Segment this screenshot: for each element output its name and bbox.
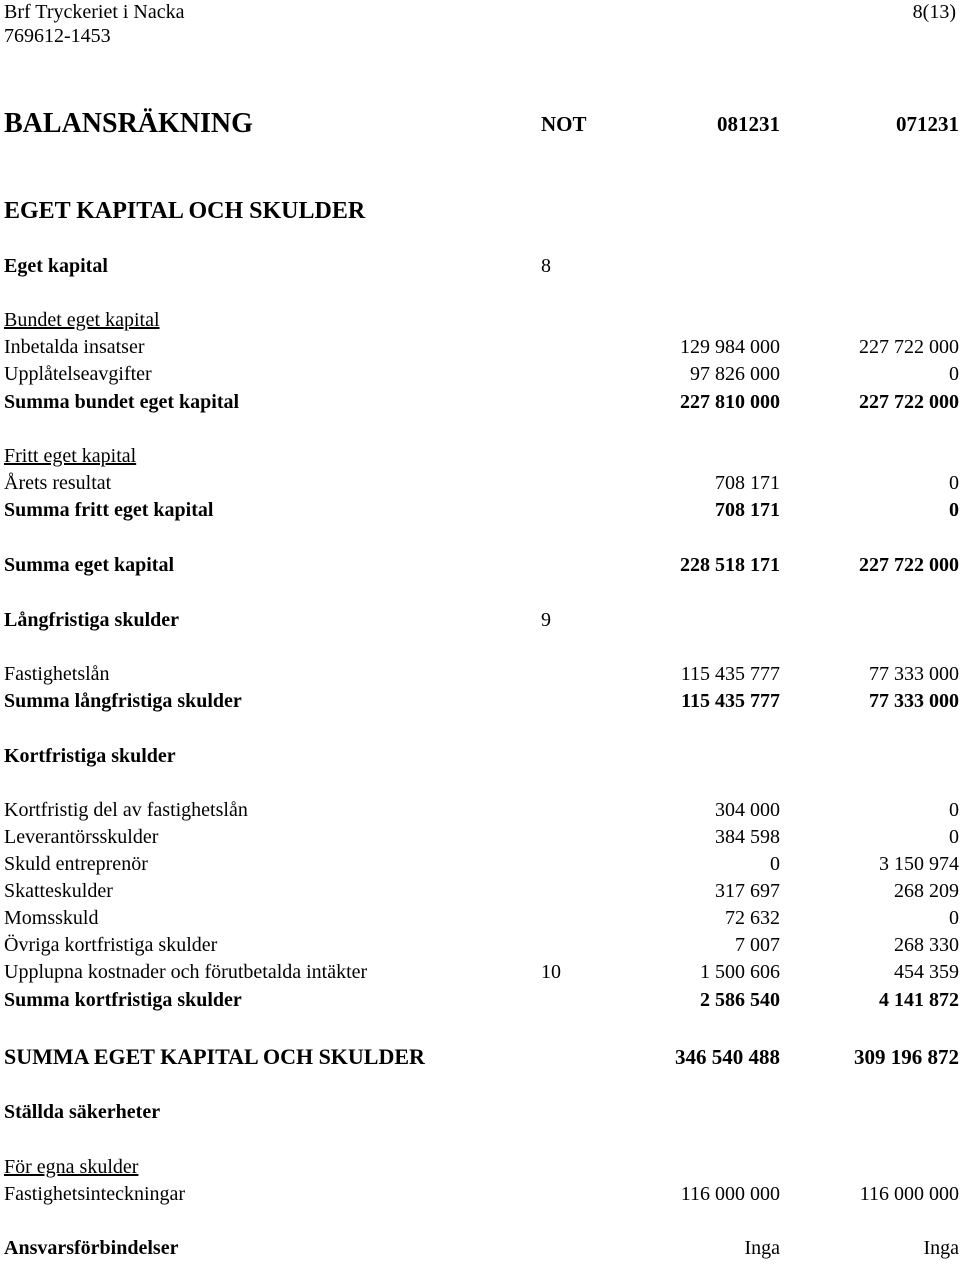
ansvar-value-2008: Inga xyxy=(744,1237,780,1259)
eget-kapital-row xyxy=(0,253,960,279)
row-value-2008: 72 632 xyxy=(725,907,780,929)
sum-value-2008: 2 586 540 xyxy=(700,989,780,1011)
eget-kapital-note: 8 xyxy=(541,255,551,277)
langfristiga-heading: Långfristiga skulder xyxy=(4,609,180,631)
stallda-subheading-row xyxy=(0,1154,960,1180)
column1-header: 081231 xyxy=(717,112,780,136)
row-value-2007: 0 xyxy=(949,363,959,385)
table-row xyxy=(0,959,960,985)
section-title: EGET KAPITAL OCH SKULDER xyxy=(4,198,366,224)
row-label: Årets resultat xyxy=(4,472,112,494)
row-value-2007: 227 722 000 xyxy=(859,336,959,358)
sum-value-2007: 227 722 000 xyxy=(859,554,959,576)
table-row xyxy=(0,470,960,496)
table-row xyxy=(0,361,960,387)
ansvar-value-2007: Inga xyxy=(923,1237,959,1259)
table-row xyxy=(0,797,960,823)
row-value-2008: 317 697 xyxy=(715,880,780,902)
row-value-2008: 7 007 xyxy=(735,934,780,956)
row-label: Kortfristig del av fastighetslån xyxy=(4,799,248,821)
section-title-row xyxy=(0,196,960,226)
table-row xyxy=(0,905,960,931)
row-value-2008: 384 598 xyxy=(715,826,780,848)
row-label: Leverantörsskulder xyxy=(4,826,159,848)
sum-value-2008: 228 518 171 xyxy=(680,554,780,576)
org-number: 769612-1453 xyxy=(4,25,111,47)
sum-row xyxy=(0,552,960,578)
sum-value-2007: 77 333 000 xyxy=(869,690,959,712)
row-value-2007: 0 xyxy=(949,826,959,848)
page-title: BALANSRÄKNING xyxy=(4,108,253,139)
row-label: Upplupna kostnader och förutbetalda intäkter xyxy=(4,961,368,983)
sum-label: Summa kortfristiga skulder xyxy=(4,989,242,1011)
langfristiga-note: 9 xyxy=(541,609,551,631)
row-label: Momsskuld xyxy=(4,907,99,929)
ansvar-label: Ansvarsförbindelser xyxy=(4,1237,179,1259)
sum-value-2008: 227 810 000 xyxy=(680,391,780,413)
row-value-2007: 0 xyxy=(949,799,959,821)
table-row xyxy=(0,1181,960,1207)
row-value-2008: 1 500 606 xyxy=(700,961,780,983)
sum-row xyxy=(0,389,960,415)
row-value-2008: 115 435 777 xyxy=(680,663,780,685)
bundet-heading: Bundet eget kapital xyxy=(4,309,160,331)
fritt-heading: Fritt eget kapital xyxy=(4,445,137,467)
page-number: 8(13) xyxy=(912,1,956,23)
table-row xyxy=(0,334,960,360)
sum-label: Summa eget kapital xyxy=(4,554,174,576)
row-value-2008: 304 000 xyxy=(715,799,780,821)
row-value-2007: 3 150 974 xyxy=(879,853,959,875)
row-label: Inbetalda insatser xyxy=(4,336,145,358)
row-value-2008: 97 826 000 xyxy=(690,363,780,385)
sum-label: Summa långfristiga skulder xyxy=(4,690,242,712)
row-value-2007: 77 333 000 xyxy=(869,663,959,685)
grand-total-2008: 346 540 488 xyxy=(675,1045,780,1069)
ansvar-row xyxy=(0,1235,960,1261)
table-row xyxy=(0,932,960,958)
sum-value-2007: 4 141 872 xyxy=(879,989,959,1011)
sum-value-2007: 227 722 000 xyxy=(859,391,959,413)
row-value-2007: 0 xyxy=(949,472,959,494)
row-value-2007: 268 209 xyxy=(894,880,959,902)
table-row xyxy=(0,851,960,877)
row-value-2007: 0 xyxy=(949,907,959,929)
row-label: Skatteskulder xyxy=(4,880,113,902)
sum-row xyxy=(0,497,960,523)
stallda-heading-row xyxy=(0,1099,960,1125)
table-row xyxy=(0,661,960,687)
row-note: 10 xyxy=(541,961,561,983)
row-value-2008: 708 171 xyxy=(715,472,780,494)
row-value-2007: 454 359 xyxy=(894,961,959,983)
bundet-heading-row xyxy=(0,307,960,333)
stallda-subheading: För egna skulder xyxy=(4,1156,139,1178)
sum-value-2008: 115 435 777 xyxy=(681,690,780,712)
sum-row xyxy=(0,987,960,1013)
sum-label: Summa fritt eget kapital xyxy=(4,499,214,521)
row-label: Upplåtelseavgifter xyxy=(4,363,152,385)
company-name: Brf Tryckeriet i Nacka xyxy=(4,1,185,23)
kortfristiga-heading-row xyxy=(0,743,960,769)
row-label: Fastighetsinteckningar xyxy=(4,1183,186,1205)
fritt-heading-row xyxy=(0,443,960,469)
stallda-heading: Ställda säkerheter xyxy=(4,1101,161,1123)
column2-header: 071231 xyxy=(896,112,959,136)
sum-row xyxy=(0,688,960,714)
title-row xyxy=(0,108,960,140)
sum-value-2008: 708 171 xyxy=(715,499,780,521)
kortfristiga-heading: Kortfristiga skulder xyxy=(4,745,176,767)
table-row xyxy=(0,824,960,850)
row-value-2007: 116 000 000 xyxy=(859,1183,959,1205)
sum-value-2007: 0 xyxy=(949,499,959,521)
row-label: Skuld entreprenör xyxy=(4,853,148,875)
eget-kapital-heading: Eget kapital xyxy=(4,255,108,277)
grand-total-label: SUMMA EGET KAPITAL OCH SKULDER xyxy=(4,1044,425,1069)
row-value-2008: 0 xyxy=(770,853,780,875)
row-label: Fastighetslån xyxy=(4,663,110,685)
row-value-2008: 129 984 000 xyxy=(680,336,780,358)
langfristiga-heading-row xyxy=(0,607,960,633)
sum-label: Summa bundet eget kapital xyxy=(4,391,240,413)
grand-total-row xyxy=(0,1042,960,1072)
grand-total-2007: 309 196 872 xyxy=(854,1045,959,1069)
row-label: Övriga kortfristiga skulder xyxy=(4,934,218,956)
row-value-2008: 116 000 000 xyxy=(680,1183,780,1205)
table-row xyxy=(0,878,960,904)
row-value-2007: 268 330 xyxy=(894,934,959,956)
note-column-header: NOT xyxy=(541,112,587,136)
